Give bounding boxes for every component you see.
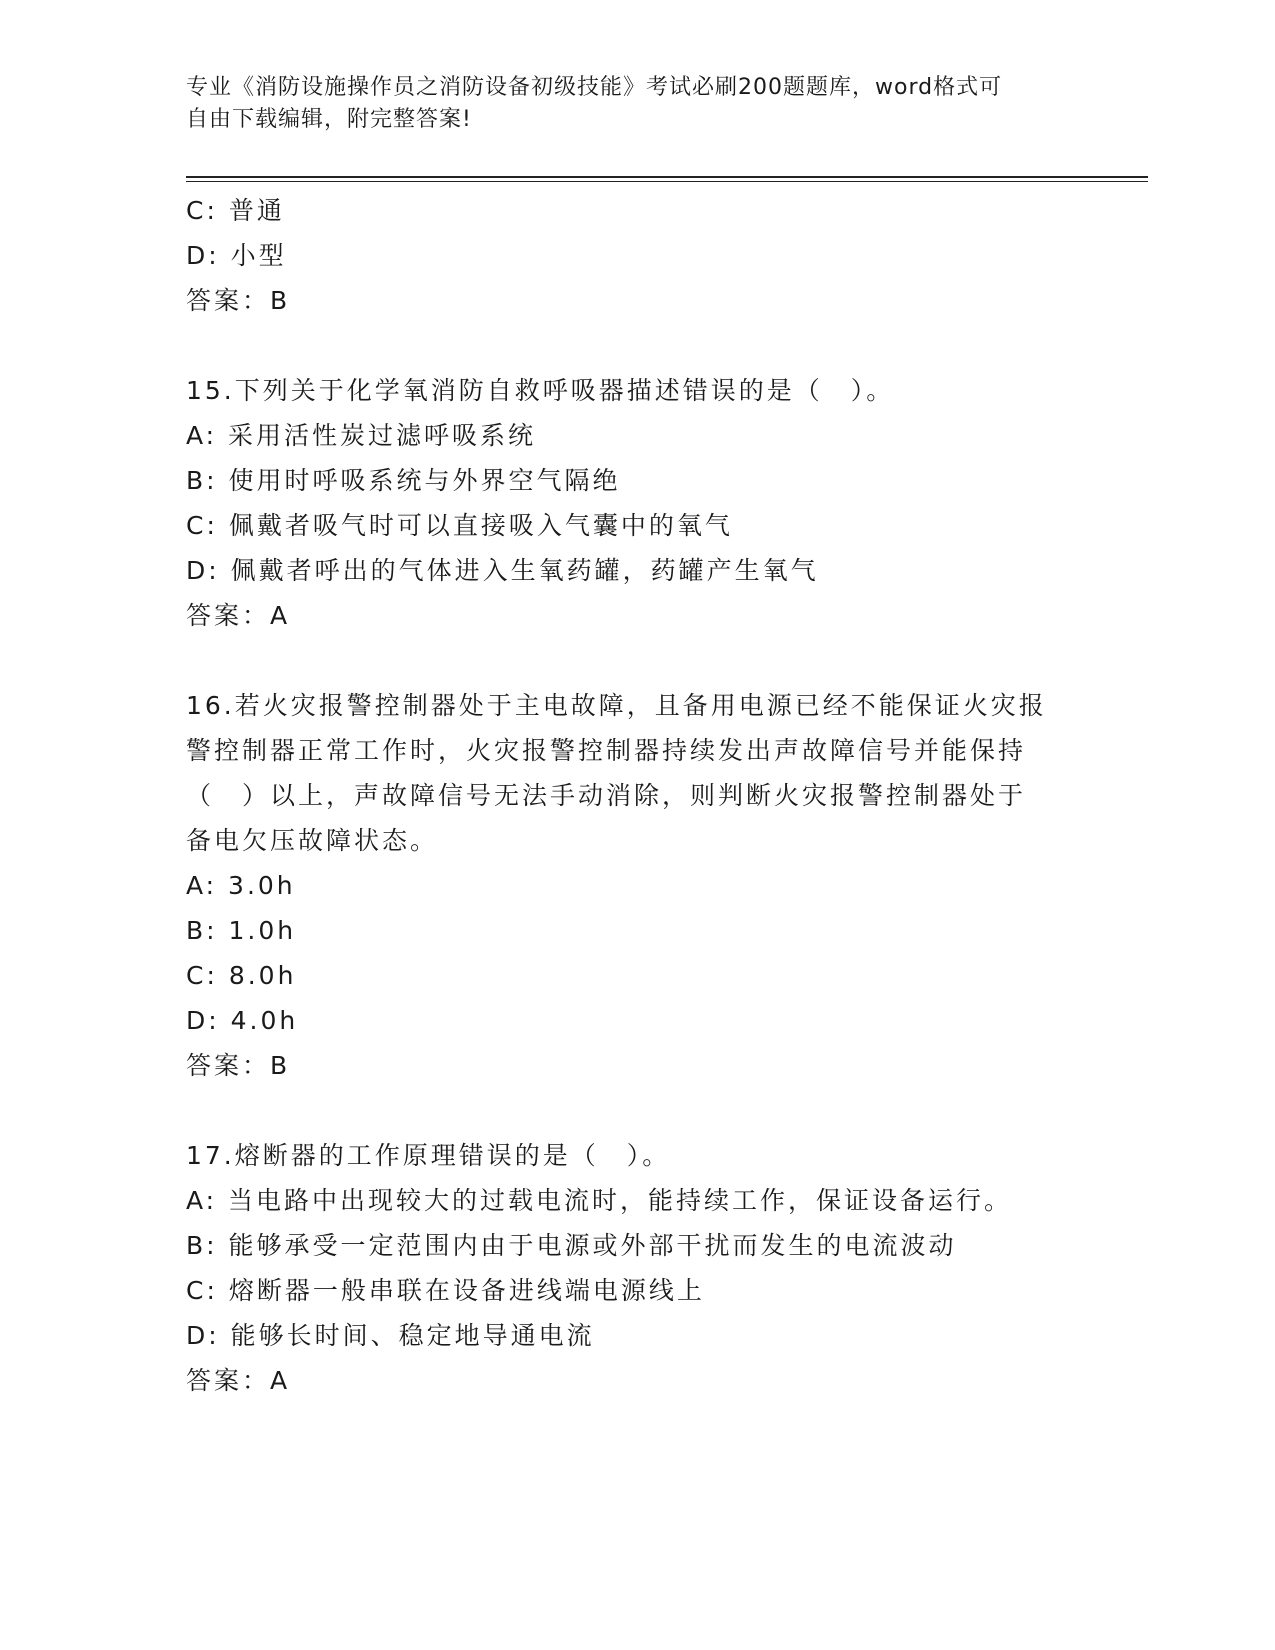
spacer <box>186 638 1086 683</box>
header-title-line-2: 自由下载编辑，附完整答案! <box>186 107 472 132</box>
q15-stem: 15.下列关于化学氧消防自救呼吸器描述错误的是（ ）。 <box>186 376 895 405</box>
q15-option-c: C: 佩戴者吸气时可以直接吸入气囊中的氧气 <box>186 511 733 540</box>
q15-option-b: B: 使用时呼吸系统与外界空气隔绝 <box>186 466 621 495</box>
q14-option-c: C: 普通 <box>186 196 285 225</box>
q16-stem-line-4: 备电欠压故障状态。 <box>186 826 439 855</box>
q16-stem-line-2: 警控制器正常工作时，火灾报警控制器持续发出声故障信号并能保持 <box>186 736 1027 765</box>
header-title-line-1: 专业《消防设施操作员之消防设备初级技能》考试必刷200题题库，word格式可 <box>186 75 1003 100</box>
q15-option-d: D: 佩戴者呼出的气体进入生氧药罐，药罐产生氧气 <box>186 556 819 585</box>
question-list <box>186 188 1086 1403</box>
spacer <box>186 1088 1086 1133</box>
q17-answer: 答案：A <box>186 1366 291 1395</box>
q17-stem: 17.熔断器的工作原理错误的是（ ）。 <box>186 1141 671 1170</box>
question-17 <box>186 1133 1086 1403</box>
q15-option-a: A: 采用活性炭过滤呼吸系统 <box>186 421 537 450</box>
q16-answer: 答案：B <box>186 1051 291 1080</box>
q16-option-d: D: 4.0h <box>186 1006 299 1035</box>
question-16 <box>186 683 1086 1088</box>
q16-stem-line-1: 16.若火灾报警控制器处于主电故障，且备用电源已经不能保证火灾报 <box>186 691 1047 720</box>
q15-answer: 答案：A <box>186 601 291 630</box>
header-divider-thin <box>186 181 1148 182</box>
q16-option-a: A: 3.0h <box>186 871 296 900</box>
q14-answer: 答案：B <box>186 286 291 315</box>
page-header <box>186 72 1066 136</box>
q16-option-b: B: 1.0h <box>186 916 297 945</box>
q17-option-a: A: 当电路中出现较大的过载电流时，能持续工作，保证设备运行。 <box>186 1186 1013 1215</box>
q16-stem-line-3: （ ）以上，声故障信号无法手动消除，则判断火灾报警控制器处于 <box>186 781 1027 810</box>
question-14-tail <box>186 188 1086 323</box>
q17-option-b: B: 能够承受一定范围内由于电源或外部干扰而发生的电流波动 <box>186 1231 957 1260</box>
spacer <box>186 323 1086 368</box>
q17-option-d: D: 能够长时间、稳定地导通电流 <box>186 1321 595 1350</box>
q16-option-c: C: 8.0h <box>186 961 297 990</box>
header-divider-thick <box>186 176 1148 178</box>
question-15 <box>186 368 1086 638</box>
q17-option-c: C: 熔断器一般串联在设备进线端电源线上 <box>186 1276 705 1305</box>
q14-option-d: D: 小型 <box>186 241 287 270</box>
